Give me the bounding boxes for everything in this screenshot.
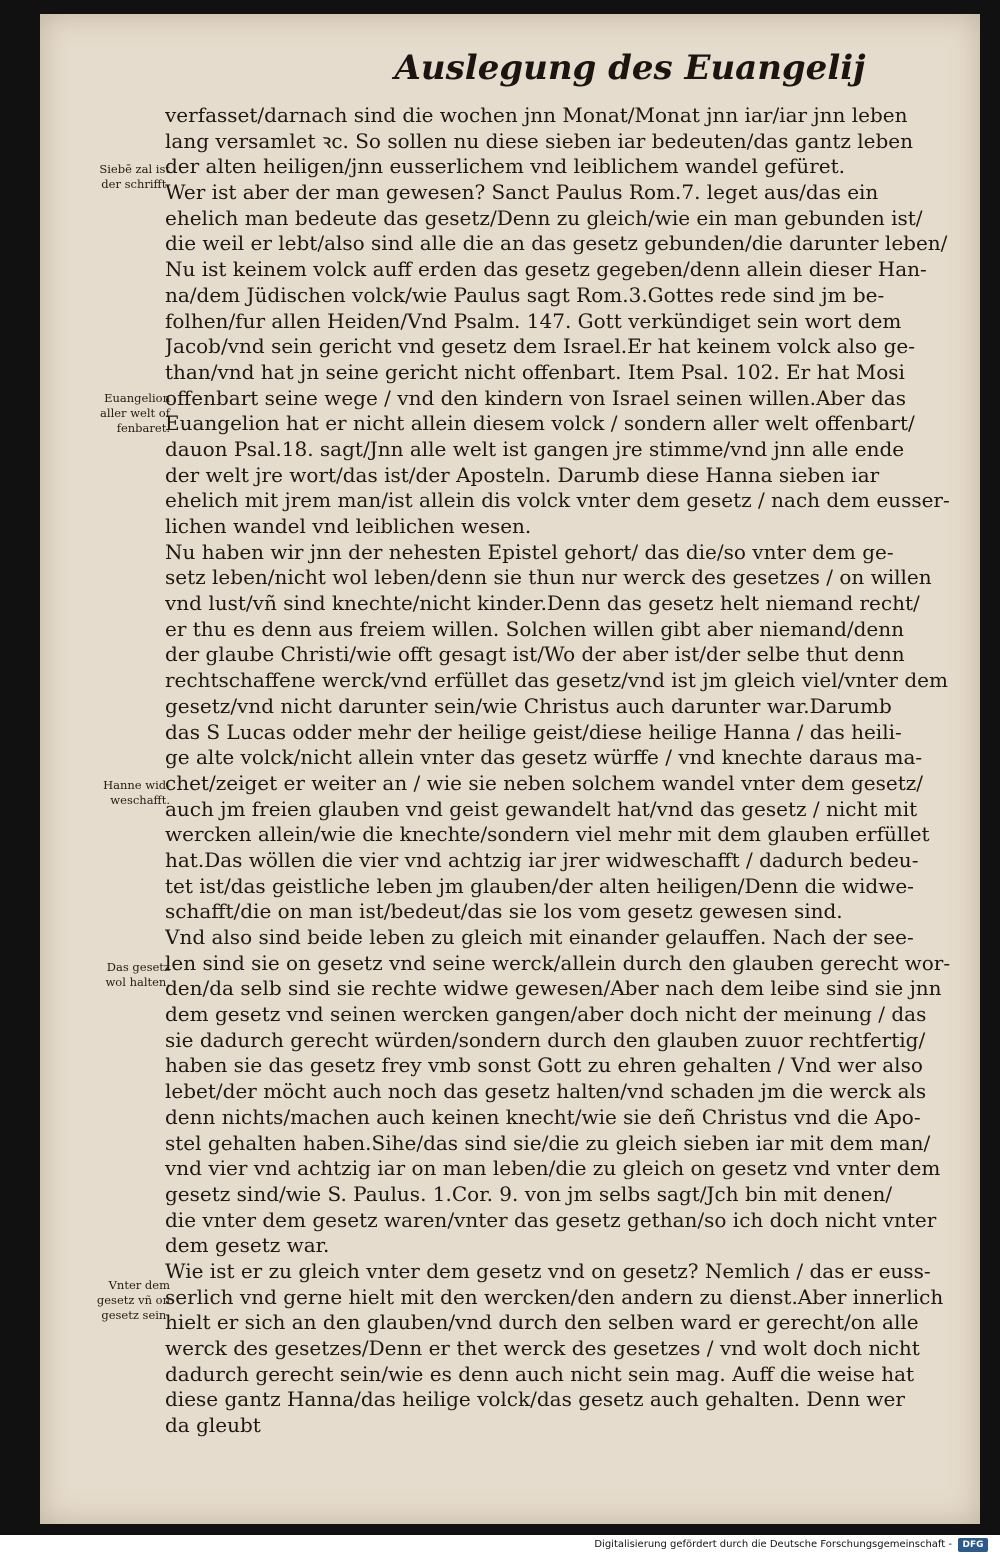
text-line: rechtschaffene werck/vnd erfüllet das gesetz/vnd ist jm gleich viel/vnter dem: [165, 668, 948, 693]
margin-note: Siebē zal ist der schrifft.: [99, 162, 170, 191]
text-line: auch jm freien glauben vnd geist gewandelt hat/vnd das gesetz / nicht mit: [165, 796, 918, 821]
text-line: than/vnd hat jn seine gericht nicht offenbart. Item Psal. 102. Er hat Mosi: [165, 359, 905, 384]
text-line: na/dem Jüdischen volck/wie Paulus sagt Rom.3.Gottes rede sind jm be-: [165, 282, 885, 307]
text-line: verfasset/darnach sind die wochen jnn Monat/Monat jnn iar/iar jnn leben: [165, 103, 908, 127]
text-line: Jacob/vnd sein gericht vnd gesetz dem Israel.Er hat keinem volck also ge-: [165, 334, 915, 359]
text-line: hielt er sich an den glauben/vnd durch den selben ward er gerecht/on alle: [165, 1310, 919, 1335]
text-line: offenbart seine wege / vnd den kindern von Israel seinen willen.Aber das: [165, 385, 906, 410]
text-line: schafft/die on man ist/bedeut/das sie los vom gesetz gewesen sind.: [165, 899, 843, 924]
text-line: ehelich mit jrem man/ist allein dis volck vnter dem gesetz / nach dem eusser-: [165, 488, 950, 513]
text-line: diese gantz Hanna/das heilige volck/das gesetz auch gehalten. Denn wer: [165, 1387, 905, 1412]
text-line: chet/zeiget er weiter an / wie sie neben solchem wandel vnter dem gesetz/: [165, 770, 924, 795]
text-line: Nu haben wir jnn der nehesten Epistel gehort/ das die/so vnter dem ge-: [165, 539, 894, 564]
text-line: Wie ist er zu gleich vnter dem gesetz vnd on gesetz? Nemlich / das er euss-: [165, 1258, 931, 1283]
dfg-logo: DFG: [958, 1538, 988, 1552]
text-line: das S Lucas odder mehr der heilige geist/diese heilige Hanna / das heili-: [165, 719, 902, 744]
body-text: [165, 103, 965, 1439]
text-line: len sind sie on gesetz vnd seine werck/allein durch den glauben gerecht wor-: [165, 950, 951, 975]
text-line: hat.Das wöllen die vier vnd achtzig iar jrer widweschafft / dadurch bedeu-: [165, 847, 919, 872]
margin-note: Das gesetz wol halten.: [105, 960, 170, 989]
margin-note: Hanne wid- weschafft.: [103, 778, 170, 807]
text-line: er thu es denn aus freiem willen. Solchen willen gibt aber niemand/denn: [165, 616, 905, 641]
text-line: ge alte volck/nicht allein vnter das gesetz würffe / vnd knechte daraus ma-: [165, 745, 923, 770]
text-line: wercken allein/wie die knechte/sondern viel mehr mit dem glauben erfüllet: [165, 822, 930, 847]
text-line: lichen wandel vnd leiblichen wesen.: [165, 514, 532, 538]
text-line: die vnter dem gesetz waren/vnter das gesetz gethan/so ich doch nicht vnter: [165, 1207, 937, 1232]
text-line: dauon Psal.18. sagt/Jnn alle welt ist gangen jre stimme/vnd jnn alle ende: [165, 436, 905, 461]
text-line: haben sie das gesetz frey vmb sonst Gott zu ehren gehalten / Vnd wer also: [165, 1053, 923, 1078]
text-line: den/da selb sind sie rechte widwe gewesen/Aber nach dem leibe sind sie jnn: [165, 976, 942, 1001]
text-line: lebet/der möcht auch noch das gesetz halten/vnd schaden jm die werck als: [165, 1079, 927, 1104]
text-line: dem gesetz war.: [165, 1233, 330, 1258]
text-line: ehelich man bedeute das gesetz/Denn zu gleich/wie ein man gebunden ist/: [165, 205, 923, 230]
footer-bar: [0, 1535, 1000, 1555]
text-line: werck des gesetzes/Denn er thet werck des gesetzes / vnd wolt doch nicht: [165, 1336, 920, 1360]
margin-note: Euangelion aller welt of fenbaret.: [100, 391, 170, 435]
text-line: denn nichts/machen auch keinen knecht/wie sie deñ Christus vnd die Apo-: [165, 1104, 921, 1129]
text-line: folhen/fur allen Heiden/Vnd Psalm. 147. Gott verkündiget sein wort dem: [165, 308, 902, 333]
text-line: serlich vnd gerne hielt mit den wercken/den andern zu dienst.Aber innerlich: [165, 1284, 944, 1309]
margin-note: Vnter dem gesetz vñ on gesetz sein.: [96, 1278, 170, 1322]
text-line: da gleubt: [165, 1413, 261, 1438]
text-line: vnd vier vnd achtzig iar on man leben/die zu gleich on gesetz vnd vnter dem: [165, 1156, 941, 1181]
text-line: die weil er lebt/also sind alle die an das gesetz gebunden/die darunter leben/: [165, 231, 948, 256]
text-line: der alten heiligen/jnn eusserlichem vnd leiblichem wandel gefüret.: [165, 154, 845, 179]
text-line: Vnd also sind beide leben zu gleich mit einander gelauffen. Nach der see-: [165, 925, 914, 949]
text-line: stel gehalten haben.Sihe/das sind sie/die zu gleich sieben iar mit dem man/: [165, 1130, 931, 1155]
text-line: Euangelion hat er nicht allein diesem volck / sondern aller welt offenbart/: [165, 411, 915, 436]
text-line: der welt jre wort/das ist/der Aposteln. Darumb diese Hanna sieben iar: [165, 462, 880, 487]
running-head: Auslegung des Euangelij: [394, 48, 866, 88]
text-line: dem gesetz vnd seinen wercken gangen/aber doch nicht der meinung / das: [165, 1002, 927, 1027]
text-line: gesetz sind/wie S. Paulus. 1.Cor. 9. von jm selbs sagt/Jch bin mit denen/: [165, 1181, 893, 1206]
text-line: vnd lust/vñ sind knechte/nicht kinder.Denn das gesetz helt niemand recht/: [165, 591, 920, 616]
text-line: lang versamlet ꝛc. So sollen nu diese sieben iar bedeuten/das gantz leben: [165, 128, 914, 153]
text-line: gesetz/vnd nicht darunter sein/wie Christus auch darunter war.Darumb: [165, 693, 892, 718]
funding-notice: Digitalisierung gefördert durch die Deutsche Forschungsgemeinschaft -: [594, 1539, 952, 1550]
text-line: tet ist/das geistliche leben jm glauben/der alten heiligen/Denn die widwe-: [165, 873, 914, 898]
text-line: sie dadurch gerecht würden/sondern durch den glauben zuuor rechtfertig/: [165, 1027, 926, 1052]
text-line: Nu ist keinem volck auff erden das gesetz gegeben/denn allein dieser Han-: [165, 257, 927, 282]
text-line: der glaube Christi/wie offt gesagt ist/Wo der aber ist/der selbe thut denn: [165, 642, 905, 667]
text-line: Wer ist aber der man gewesen? Sanct Paulus Rom.7. leget aus/das ein: [165, 180, 879, 205]
text-line: setz leben/nicht wol leben/denn sie thun nur werck des gesetzes / on willen: [165, 565, 932, 590]
text-line: dadurch gerecht sein/wie es denn auch nicht sein mag. Auff die weise hat: [165, 1361, 915, 1386]
